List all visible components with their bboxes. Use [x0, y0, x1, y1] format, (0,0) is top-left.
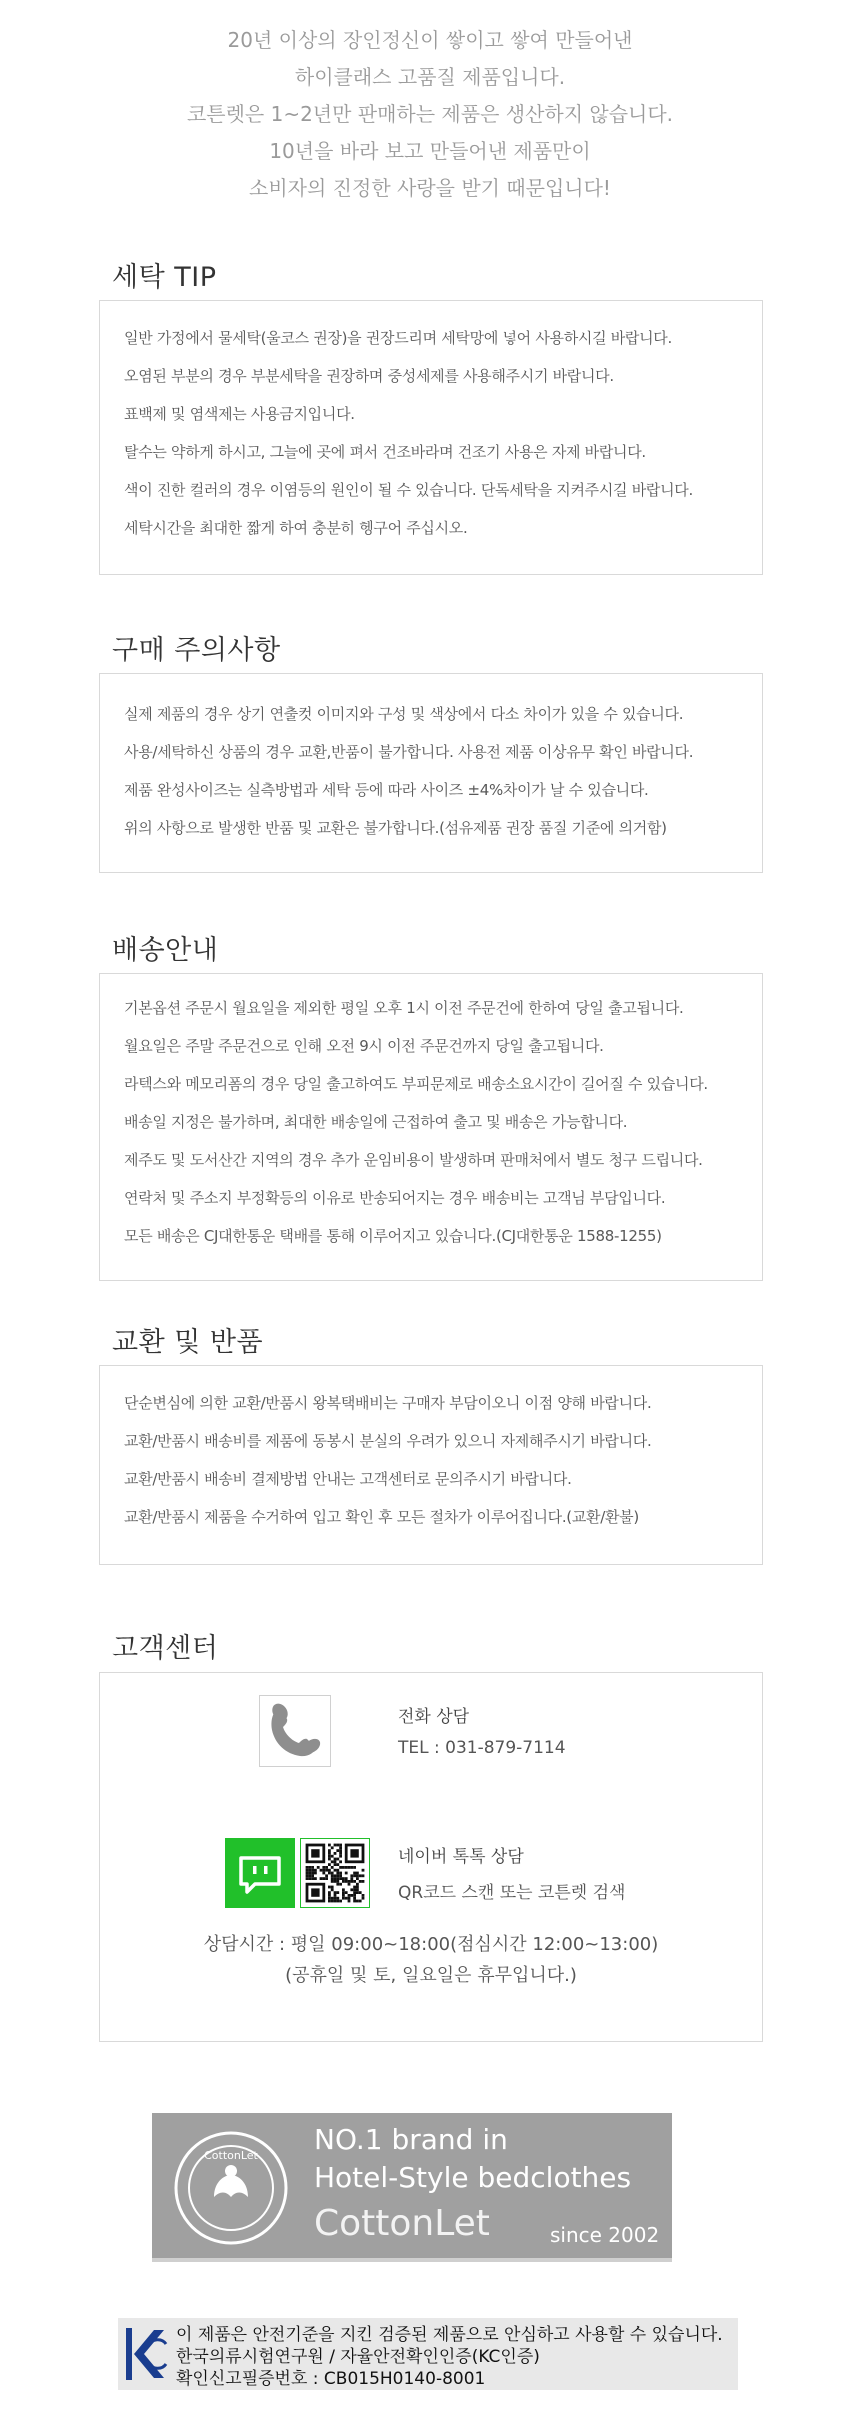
list-item: 일반 가정에서 물세탁(울코스 권장)을 권장드리며 세탁망에 넣어 사용하시길 바랍니다.: [124, 329, 672, 347]
list-item: 제품 완성사이즈는 실측방법과 세탁 등에 따라 사이즈 ±4%차이가 날 수 있습니다.: [124, 781, 649, 799]
banner-brand: CottonLet: [314, 2203, 490, 2244]
section-title-washing: 세탁 TIP: [112, 262, 217, 293]
list-item: 배송일 지정은 불가하며, 최대한 배송일에 근접하여 출고 및 배송은 가능합니다.: [124, 1113, 628, 1131]
banner-divider: [152, 2258, 672, 2262]
kc-line-3: 확인신고필증번호 : CB015H0140-8001: [176, 2369, 486, 2389]
section-title-exchange: 교환 및 반품: [112, 1327, 264, 1358]
cottonlet-logo-icon: [170, 2127, 292, 2249]
list-item: 제주도 및 도서산간 지역의 경우 추가 운임비용이 발생하며 판매처에서 별도 청구 드립니다.: [124, 1151, 703, 1169]
list-item: 사용/세탁하신 상품의 경우 교환,반품이 불가합니다. 사용전 제품 이상유무 확인 바랍니다.: [124, 743, 694, 761]
phone-number: TEL : 031-879-7114: [398, 1738, 566, 1758]
phone-consult-label: 전화 상담: [398, 1707, 470, 1727]
banner-line-1: NO.1 brand in: [314, 2123, 508, 2156]
delivery-info-box: [99, 973, 763, 1281]
chat-bubble-icon[interactable]: [225, 1838, 295, 1908]
list-item: 색이 진한 컬러의 경우 이염등의 원인이 될 수 있습니다. 단독세탁을 지켜주시길 바랍니다.: [124, 481, 693, 499]
washing-tips-box: [99, 300, 763, 575]
list-item: 위의 사항으로 발생한 반품 및 교환은 불가합니다.(섬유제품 권장 품질 기준에 의거함): [124, 819, 667, 837]
brand-banner: [152, 2113, 672, 2261]
list-item: 탈수는 약하게 하시고, 그늘에 곳에 펴서 건조바라며 건조기 사용은 자제 바랍니다.: [124, 443, 646, 461]
kc-line-2: 한국의류시험연구원 / 자율안전확인인증(KC인증): [176, 2347, 540, 2367]
banner-line-2: Hotel-Style bedclothes: [314, 2161, 632, 2194]
intro-line: 코튼렛은 1~2년만 판매하는 제품은 생산하지 않습니다.: [186, 102, 674, 126]
list-item: 오염된 부분의 경우 부분세탁을 권장하며 중성세제를 사용해주시기 바랍니다.: [124, 367, 614, 385]
phone-icon: [259, 1695, 331, 1767]
list-item: 월요일은 주말 주문건으로 인해 오전 9시 이전 주문건까지 당일 출고됩니다.: [124, 1037, 604, 1055]
logo-text: CottonLet: [204, 2149, 258, 2162]
purchase-notice-box: [99, 673, 763, 873]
kc-line-1: 이 제품은 안전기준을 지킨 검증된 제품으로 안심하고 사용할 수 있습니다.: [176, 2325, 723, 2345]
list-item: 실제 제품의 경우 상기 연출컷 이미지와 구성 및 색상에서 다소 차이가 있을 수 있습니다.: [124, 705, 684, 723]
intro-line: 20년 이상의 장인정신이 쌓이고 쌓여 만들어낸: [227, 28, 633, 52]
section-title-purchase: 구매 주의사항: [112, 635, 281, 666]
section-title-customer-center: 고객센터: [112, 1633, 219, 1664]
list-item: 교환/반품시 배송비 결제방법 안내는 고객센터로 문의주시기 바랍니다.: [124, 1470, 572, 1488]
kc-mark-icon: [124, 2326, 168, 2382]
intro-line: 하이클래스 고품질 제품입니다.: [294, 65, 566, 89]
intro-text: [0, 22, 860, 207]
holiday-notice: (공휴일 및 토, 일요일은 휴무입니다.): [285, 1965, 577, 1986]
banner-since: since 2002: [550, 2223, 660, 2247]
kc-certification: [118, 2318, 738, 2390]
intro-line: 10년을 바라 보고 만들어낸 제품만이: [269, 139, 591, 163]
qr-code-icon[interactable]: [300, 1838, 370, 1908]
list-item: 교환/반품시 제품을 수거하여 입고 확인 후 모든 절차가 이루어집니다.(교환/환불): [124, 1508, 639, 1526]
list-item: 기본옵션 주문시 월요일을 제외한 평일 오후 1시 이전 주문건에 한하여 당일 출고됩니다.: [124, 999, 684, 1017]
exchange-return-box: [99, 1365, 763, 1565]
consult-hours: 상담시간 : 평일 09:00~18:00(점심시간 12:00~13:00): [203, 1934, 659, 1955]
section-title-delivery: 배송안내: [112, 935, 219, 966]
talk-consult-label: 네이버 톡톡 상담: [398, 1847, 524, 1867]
talk-consult-guide: QR코드 스캔 또는 코튼렛 검색: [398, 1883, 626, 1903]
list-item: 모든 배송은 CJ대한통운 택배를 통해 이루어지고 있습니다.(CJ대한통운 1588-1255): [124, 1227, 662, 1245]
list-item: 표백제 및 염색제는 사용금지입니다.: [124, 405, 355, 423]
list-item: 연락처 및 주소지 부정확등의 이유로 반송되어지는 경우 배송비는 고객님 부담입니다.: [124, 1189, 666, 1207]
list-item: 단순변심에 의한 교환/반품시 왕복택배비는 구매자 부담이오니 이점 양해 바랍니다.: [124, 1394, 652, 1412]
list-item: 라텍스와 메모리폼의 경우 당일 출고하여도 부피문제로 배송소요시간이 길어질 수 있습니다.: [124, 1075, 708, 1093]
intro-line: 소비자의 진정한 사랑을 받기 때문입니다!: [249, 176, 611, 200]
list-item: 세탁시간을 최대한 짧게 하여 충분히 헹구어 주십시오.: [124, 519, 468, 537]
list-item: 교환/반품시 배송비를 제품에 동봉시 분실의 우려가 있으니 자제해주시기 바랍니다.: [124, 1432, 652, 1450]
